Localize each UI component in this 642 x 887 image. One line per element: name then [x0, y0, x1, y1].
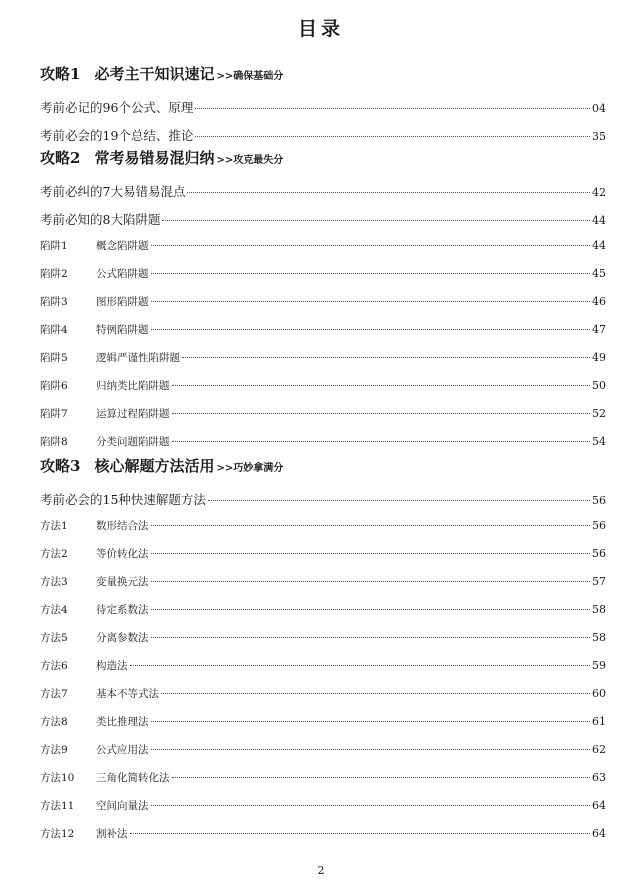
- entry-title: 待定系数法: [96, 604, 149, 616]
- entry-title: 基本不等式法: [96, 688, 159, 700]
- toc-entry[interactable]: [40, 210, 606, 228]
- section-name: 核心解题方法活用: [94, 457, 215, 475]
- toc-subentry[interactable]: [40, 266, 606, 281]
- entry-page-number: 61: [592, 715, 606, 728]
- dot-leader: [151, 609, 591, 610]
- entry-label: 方法2: [40, 548, 68, 560]
- entry-label: 方法5: [40, 632, 68, 644]
- entry-title: 特例陷阱题: [96, 324, 149, 336]
- entry-title: 归纳类比陷阱题: [96, 380, 170, 392]
- entry-title: 考前必纠的7大易错易混点: [40, 184, 186, 199]
- dot-leader: [172, 413, 591, 414]
- entry-title: 分类问题陷阱题: [96, 436, 170, 448]
- entry-page-number: 46: [592, 295, 606, 308]
- entry-page-number: 64: [592, 827, 606, 840]
- entry-title: 考前必记的96个公式、原理: [40, 100, 194, 115]
- toc-subentry[interactable]: [40, 630, 606, 645]
- dot-leader: [151, 637, 591, 638]
- dot-leader: [151, 721, 591, 722]
- toc-subentry[interactable]: [40, 686, 606, 701]
- toc-entry[interactable]: [40, 490, 606, 508]
- entry-page-number: 62: [592, 743, 606, 756]
- entry-label: 方法9: [40, 744, 68, 756]
- entry-label: 陷阱1: [40, 240, 68, 252]
- entry-title: 逻辑严谨性陷阱题: [96, 352, 180, 364]
- dot-leader: [182, 357, 590, 358]
- dot-leader: [161, 693, 590, 694]
- entry-label: 陷阱2: [40, 268, 68, 280]
- entry-page-number: 35: [592, 130, 606, 143]
- entry-page-number: 47: [592, 323, 606, 336]
- entry-label: 陷阱6: [40, 380, 68, 392]
- section-number: 攻略2: [40, 149, 81, 167]
- section-name: 常考易错易混归纳: [94, 149, 215, 167]
- dot-leader: [195, 136, 590, 137]
- toc-entry[interactable]: [40, 182, 606, 200]
- entry-label: 陷阱3: [40, 296, 68, 308]
- entry-page-number: 58: [592, 631, 606, 644]
- entry-page-number: 58: [592, 603, 606, 616]
- toc-entry[interactable]: [40, 126, 606, 144]
- entry-page-number: 60: [592, 687, 606, 700]
- entry-title: 三角化简转化法: [96, 772, 170, 784]
- toc-subentry[interactable]: [40, 742, 606, 757]
- toc-subentry[interactable]: [40, 574, 606, 589]
- entry-title: 考前必会的19个总结、推论: [40, 128, 194, 143]
- dot-leader: [151, 581, 591, 582]
- entry-title: 类比推理法: [96, 716, 149, 728]
- dot-leader: [151, 525, 591, 526]
- entry-page-number: 63: [592, 771, 606, 784]
- entry-title: 考前必会的15种快速解题方法: [40, 492, 206, 507]
- entry-page-number: 56: [592, 547, 606, 560]
- dot-leader: [172, 385, 591, 386]
- entry-title: 空间向量法: [96, 800, 149, 812]
- section-heading: [40, 147, 610, 169]
- entry-title: 构造法: [96, 660, 128, 672]
- entry-title: 割补法: [96, 828, 128, 840]
- dot-leader: [151, 245, 591, 246]
- entry-page-number: 42: [592, 186, 606, 199]
- toc-subentry[interactable]: [40, 658, 606, 673]
- section-tagline: >>确保基础分: [216, 71, 284, 82]
- dot-leader: [195, 108, 590, 109]
- toc-entry[interactable]: [40, 98, 606, 116]
- entry-page-number: 49: [592, 351, 606, 364]
- entry-title: 运算过程陷阱题: [96, 408, 170, 420]
- entry-page-number: 50: [592, 379, 606, 392]
- toc-subentry[interactable]: [40, 322, 606, 337]
- entry-title: 考前必知的8大陷阱题: [40, 212, 161, 227]
- dot-leader: [208, 500, 590, 501]
- entry-page-number: 04: [592, 102, 606, 115]
- entry-label: 方法10: [40, 772, 75, 784]
- dot-leader: [130, 665, 591, 666]
- toc-subentry[interactable]: [40, 350, 606, 365]
- entry-title: 概念陷阱题: [96, 240, 149, 252]
- dot-leader: [151, 329, 591, 330]
- section-name: 必考主干知识速记: [94, 65, 215, 83]
- entry-page-number: 57: [592, 575, 606, 588]
- section-number: 攻略1: [40, 65, 81, 83]
- entry-title: 变量换元法: [96, 576, 149, 588]
- entry-label: 方法11: [40, 800, 75, 812]
- entry-page-number: 44: [592, 214, 606, 227]
- page-number: 2: [317, 864, 325, 877]
- dot-leader: [172, 777, 591, 778]
- dot-leader: [151, 749, 591, 750]
- entry-title: 数形结合法: [96, 520, 149, 532]
- toc-subentry[interactable]: [40, 798, 606, 813]
- entry-page-number: 45: [592, 267, 606, 280]
- entry-label: 陷阱4: [40, 324, 68, 336]
- dot-leader: [130, 833, 591, 834]
- entry-page-number: 56: [592, 519, 606, 532]
- entry-title: 图形陷阱题: [96, 296, 149, 308]
- section-heading: [40, 63, 610, 85]
- section-tagline: >>攻克最失分: [216, 155, 284, 166]
- toc-subentry[interactable]: [40, 406, 606, 421]
- dot-leader: [151, 273, 591, 274]
- toc-subentry[interactable]: [40, 826, 606, 841]
- toc-subentry[interactable]: [40, 294, 606, 309]
- section-tagline: >>巧妙拿满分: [216, 463, 284, 474]
- entry-label: 陷阱8: [40, 436, 68, 448]
- entry-label: 方法1: [40, 520, 68, 532]
- entry-page-number: 54: [592, 435, 606, 448]
- entry-label: 方法6: [40, 660, 68, 672]
- entry-title: 等价转化法: [96, 548, 149, 560]
- toc-subentry[interactable]: [40, 602, 606, 617]
- toc-subentry[interactable]: [40, 434, 606, 449]
- dot-leader: [162, 220, 590, 221]
- toc-subentry[interactable]: [40, 714, 606, 729]
- entry-label: 方法8: [40, 716, 68, 728]
- entry-page-number: 59: [592, 659, 606, 672]
- entry-label: 方法12: [40, 828, 75, 840]
- entry-title: 分离参数法: [96, 632, 149, 644]
- dot-leader: [151, 301, 591, 302]
- page-title: 目录: [297, 18, 344, 40]
- dot-leader: [172, 441, 591, 442]
- entry-page-number: 44: [592, 239, 606, 252]
- section-number: 攻略3: [40, 457, 81, 475]
- entry-label: 方法3: [40, 576, 68, 588]
- entry-label: 陷阱7: [40, 408, 68, 420]
- section-heading: [40, 455, 610, 477]
- toc-subentry[interactable]: [40, 770, 606, 785]
- dot-leader: [151, 805, 591, 806]
- toc-subentry[interactable]: [40, 546, 606, 561]
- entry-page-number: 52: [592, 407, 606, 420]
- toc-subentry[interactable]: [40, 378, 606, 393]
- dot-leader: [187, 192, 590, 193]
- entry-page-number: 64: [592, 799, 606, 812]
- entry-label: 陷阱5: [40, 352, 68, 364]
- entry-page-number: 56: [592, 494, 606, 507]
- entry-title: 公式陷阱题: [96, 268, 149, 280]
- entry-title: 公式应用法: [96, 744, 149, 756]
- toc-subentry[interactable]: [40, 238, 606, 253]
- entry-label: 方法4: [40, 604, 68, 616]
- entry-label: 方法7: [40, 688, 68, 700]
- toc-subentry[interactable]: [40, 518, 606, 533]
- dot-leader: [151, 553, 591, 554]
